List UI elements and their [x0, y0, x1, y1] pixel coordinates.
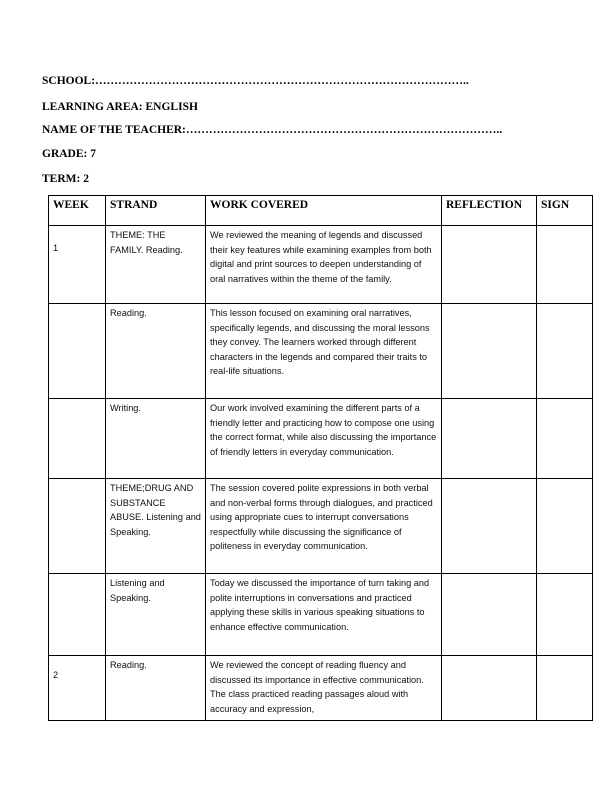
table-row — [49, 574, 593, 656]
work-covered-cell: Today we discussed the importance of turn taking and polite interruptions in conversations and practiced applying these skills in various speaking situations to enhance effective communication. — [206, 574, 442, 656]
strand-cell: Writing. — [106, 399, 206, 479]
term-line: TERM: 2 — [42, 173, 89, 185]
column-header-work-covered: WORK COVERED — [206, 196, 442, 226]
column-header-reflection: REFLECTION — [442, 196, 537, 226]
strand-cell: Reading. — [106, 656, 206, 721]
column-header-sign: SIGN — [537, 196, 593, 226]
week-cell — [49, 656, 106, 721]
sign-cell[interactable] — [537, 226, 593, 304]
work-covered-cell: The session covered polite expressions in both verbal and non-verbal forms through dialogues, and practiced using appropriate cues to interrupt conversations respectfully while discussing the significance of politeness in everyday communication. — [206, 479, 442, 574]
column-header-week: WEEK — [49, 196, 106, 226]
strand-cell: Listening and Speaking. — [106, 574, 206, 656]
week-number: 2 — [53, 670, 59, 680]
grade-line: GRADE: 7 — [42, 148, 96, 160]
work-covered-cell: We reviewed the concept of reading fluency and discussed its importance in effective communication. The class practiced reading passages aloud with accuracy and expression, — [206, 656, 442, 721]
school-line: SCHOOL:…………………………………………………………………………………….. — [42, 75, 469, 87]
teacher-name-line: NAME OF THE TEACHER:……………………………………………………………………….. — [42, 124, 503, 136]
week-cell — [49, 479, 106, 574]
reflection-cell[interactable] — [442, 399, 537, 479]
work-covered-cell: Our work involved examining the different parts of a friendly letter and practicing how to compose one using the correct format, while also discussing the importance of friendly letters in everyday communication. — [206, 399, 442, 479]
reflection-cell[interactable] — [442, 479, 537, 574]
week-number: 1 — [53, 243, 59, 253]
reflection-cell[interactable] — [442, 304, 537, 399]
week-cell — [49, 574, 106, 656]
table-header-row — [49, 196, 593, 226]
sign-cell[interactable] — [537, 574, 593, 656]
week-cell — [49, 226, 106, 304]
table-row — [49, 656, 593, 721]
sign-cell[interactable] — [537, 304, 593, 399]
table-row — [49, 479, 593, 574]
sign-cell[interactable] — [537, 656, 593, 721]
sign-cell[interactable] — [537, 399, 593, 479]
reflection-cell[interactable] — [442, 574, 537, 656]
work-covered-table — [48, 195, 593, 721]
table-row — [49, 304, 593, 399]
table-row — [49, 399, 593, 479]
strand-cell: THEME;DRUG AND SUBSTANCE ABUSE. Listening and Speaking. — [106, 479, 206, 574]
learning-area-line: LEARNING AREA: ENGLISH — [42, 101, 198, 113]
week-cell — [49, 304, 106, 399]
week-cell — [49, 399, 106, 479]
strand-cell: THEME: THE FAMILY. Reading. — [106, 226, 206, 304]
work-covered-cell: We reviewed the meaning of legends and discussed their key features while examining examples from both digital and print sources to deepen understanding of oral narratives within the theme of the family. — [206, 226, 442, 304]
reflection-cell[interactable] — [442, 656, 537, 721]
reflection-cell[interactable] — [442, 226, 537, 304]
sign-cell[interactable] — [537, 479, 593, 574]
strand-cell: Reading. — [106, 304, 206, 399]
work-covered-cell: This lesson focused on examining oral narratives, specifically legends, and discussing the moral lessons they convey. The learners worked through different characters in the legends and compared their traits to real-life situations. — [206, 304, 442, 399]
table-row — [49, 226, 593, 304]
column-header-strand: STRAND — [106, 196, 206, 226]
